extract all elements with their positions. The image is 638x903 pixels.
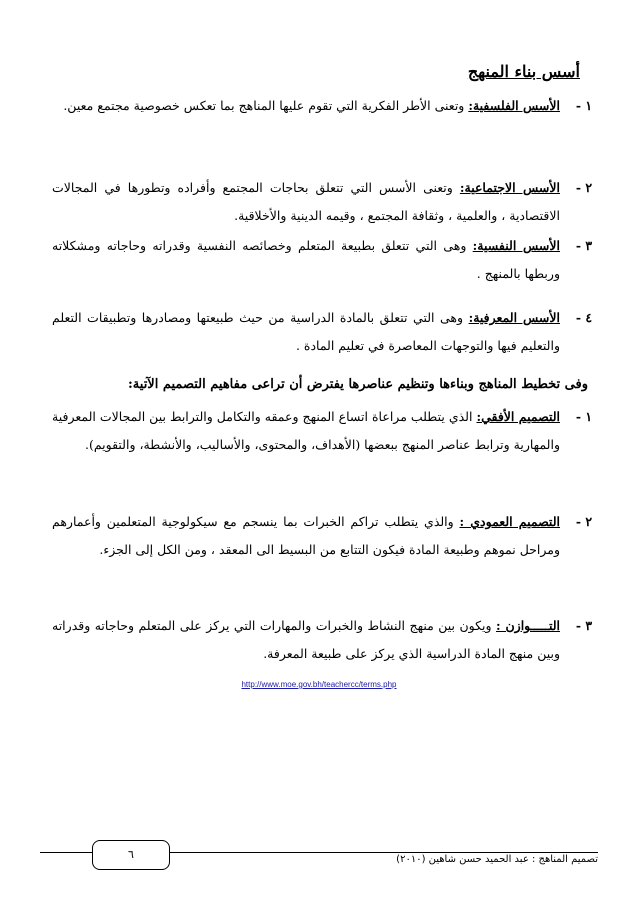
item-number: ٤ - [575, 310, 593, 325]
item-text: الذي يتطلب مراعاة اتساع المنهج وعمقه والتكامل والترابط بين المجالات المعرفية والمهارية وترابط عناصر المنهج ببعضها (الأهداف، والمحتوى، والأساليب، والأنشطة، والتقويم). [52, 409, 560, 452]
list-item [52, 174, 598, 230]
item-term: التصميم العمودي : [459, 514, 560, 529]
item-text: وهى التي تتعلق بطبيعة المتعلم وخصائصه النفسية وقدراته وحاجاته ومشكلاته وربطها بالمنهج . [52, 238, 560, 281]
item-term: التـــــوازن : [496, 618, 561, 633]
item-number: ١ - [575, 409, 593, 424]
item-term: الأسس الاجتماعية: [459, 180, 561, 195]
item-number: ٣ - [575, 618, 593, 633]
item-text: وتعنى الأطر الفكرية التي تقوم عليها المناهج بما تعكس خصوصية مجتمع معين. [63, 98, 469, 113]
item-text: ويكون بين منهج النشاط والخبرات والمهارات التي يركز على المتعلم وحاجاته وقدراته وبين منهج المادة الدراسية الذي يركز على طبيعة المعرفة. [52, 618, 560, 661]
item-term: الأسس النفسية: [472, 238, 560, 253]
list-item [52, 403, 598, 459]
source-link[interactable]: http://www.moe.gov.bh/teachercc/terms.php [241, 680, 397, 689]
page-title: أسس بناء المنهج [467, 62, 580, 81]
list-item [52, 92, 598, 120]
item-number: ٢ - [575, 514, 593, 529]
page-number: ٦ [92, 840, 170, 870]
list-item [52, 232, 598, 288]
item-term: الأسس المعرفية: [468, 310, 560, 325]
item-number: ١ - [575, 98, 593, 113]
item-text: وهى التي تتعلق بالمادة الدراسية من حيث طبيعتها ومصادرها وتطبيقات التعلم والتعليم فيها والتوجهات المعاصرة في تعليم المادة . [52, 310, 560, 353]
list-item [52, 304, 598, 360]
item-number: ٢ - [575, 180, 593, 195]
section-heading: وفى تخطيط المناهج وبناءها وتنظيم عناصرها يفترض أن تراعى مفاهيم التصميم الآتية: [128, 377, 588, 392]
item-term: التصميم الأفقي: [476, 409, 561, 424]
list-item [52, 612, 598, 668]
item-number: ٣ - [575, 238, 593, 253]
item-text: وتعنى الأسس التي تتعلق بحاجات المجتمع وأفراده وتطورها في المجالات الاقتصادية ، والعلمية ، وثقافة المجتمع ، وقيمه الدينية والأخلاقية. [52, 180, 560, 223]
list-item [52, 508, 598, 564]
item-text: والذي يتطلب تراكم الخبرات بما ينسجم مع سيكولوجية المتعلمين وأعمارهم ومراحل نموهم وطبيعة المادة فيكون التتابع من البسيط الى المعقد ، ومن الكل إلى الجزء. [52, 514, 560, 557]
item-term: الأسس الفلسفية: [468, 98, 560, 113]
footer-credit: تصميم المناهج : عبد الحميد حسن شاهين (٢٠١٠) [396, 854, 598, 865]
